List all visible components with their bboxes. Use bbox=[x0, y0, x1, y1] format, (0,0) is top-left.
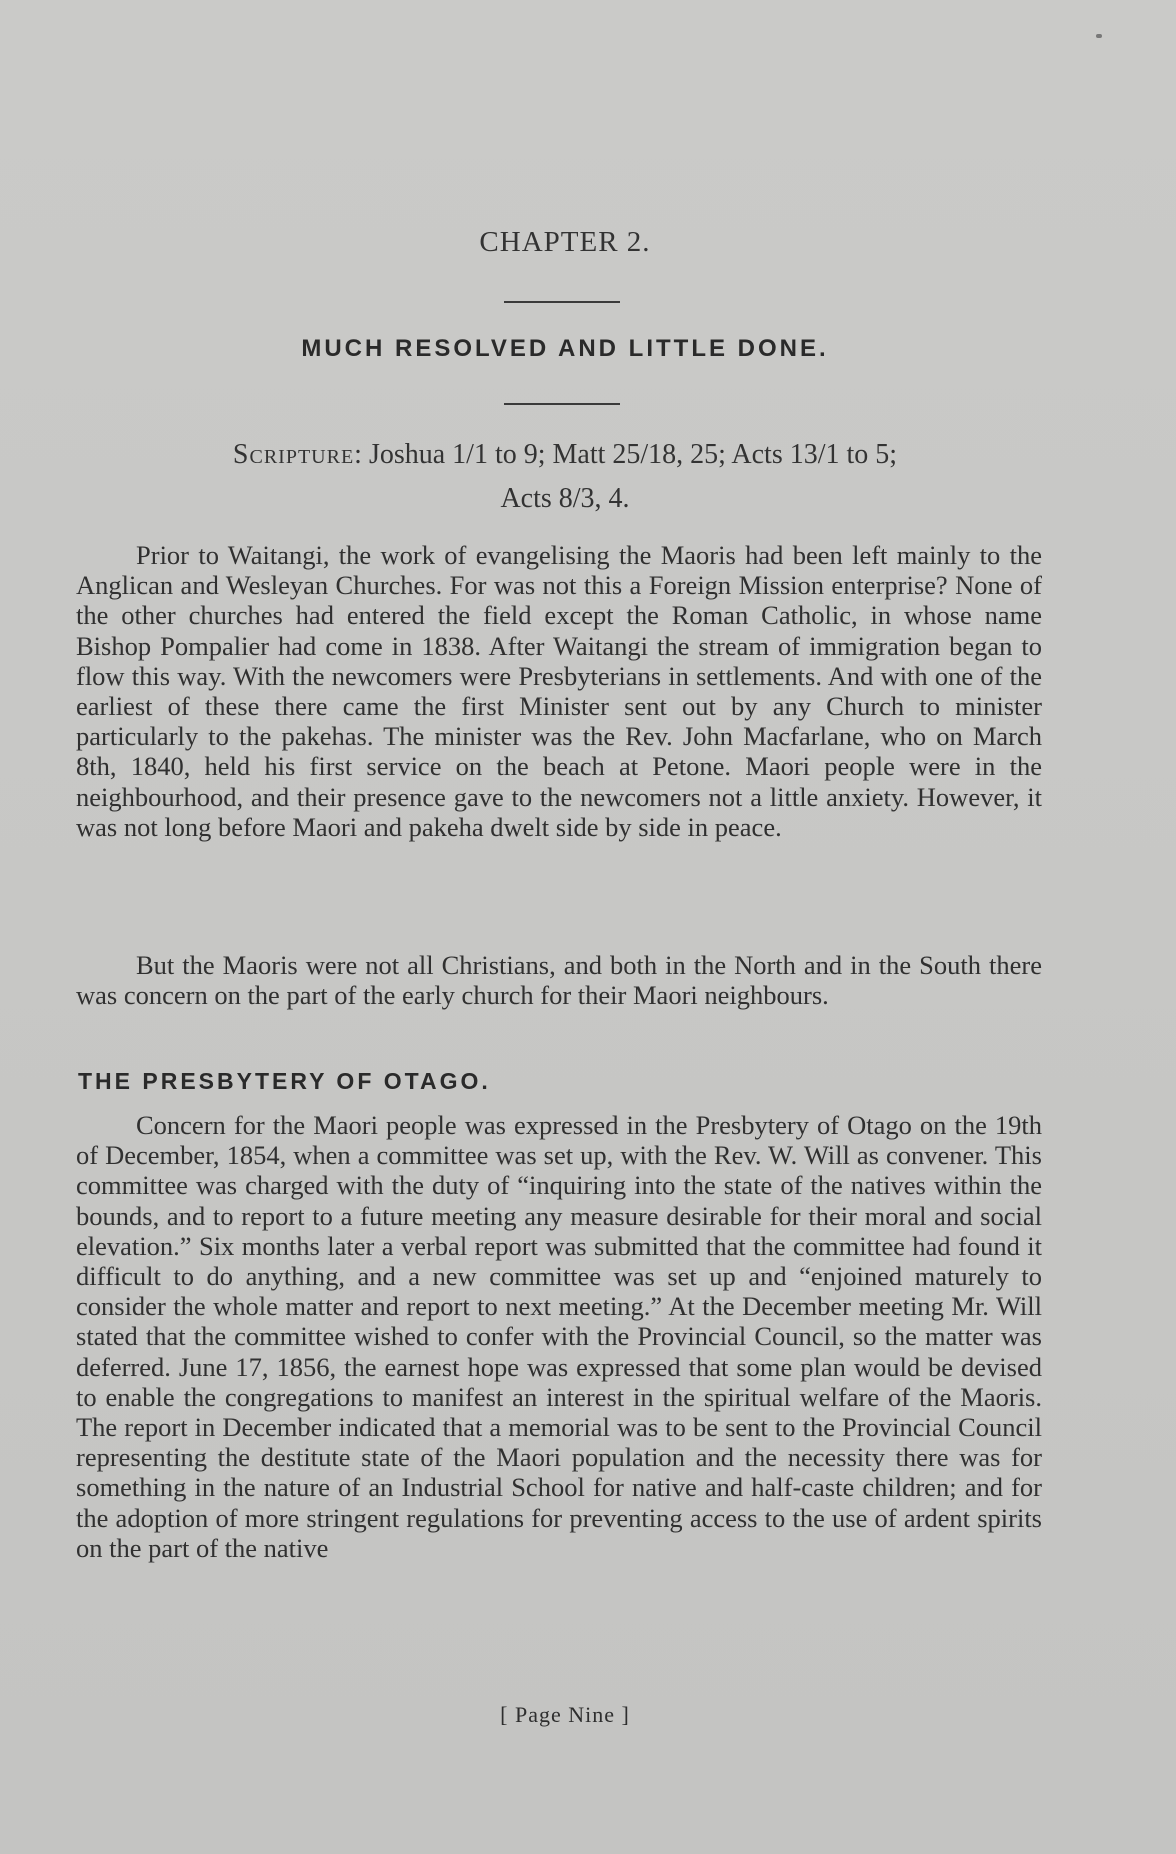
scripture-line-2: Acts 8/3, 4. bbox=[500, 483, 630, 514]
chapter-number: CHAPTER 2. bbox=[479, 226, 651, 258]
chapter-title: MUCH RESOLVED AND LITTLE DONE. bbox=[301, 335, 829, 362]
scripture-reference bbox=[0, 433, 1130, 521]
page-number: [ Page Nine ] bbox=[500, 1702, 630, 1727]
paper-speck bbox=[1096, 34, 1102, 38]
scripture-label: Scripture bbox=[232, 439, 355, 470]
scripture-refs-1: : Joshua 1/1 to 9; Matt 25/18, 25; Acts 13/1 to 5; bbox=[354, 439, 898, 470]
divider-rule-bottom bbox=[504, 403, 620, 405]
paragraph-waitangi: Prior to Waitangi, the work of evangelising the Maoris had been left mainly to the Anglican and Wesleyan Churches. For was not this a Foreign Mission enterprise? None of the other churches had entered the field except the Roman Catholic, in whose name Bishop Pompalier had come in 1838. After Waitangi the stream of immigration began to flow this way. With the newcomers were Presbyterians in settlements. And with one of the earliest of these there came the first Minister sent out by any Church to minister particularly to the pakehas. The minister was the Rev. John Macfarlane, who on March 8th, 1840, held his first service on the beach at Petone. Maori people were in the neighbourhood, and their presence gave to the newcomers not a little anxiety. However, it was not long before Maori and pakeha dwelt side by side in peace. bbox=[76, 540, 1042, 842]
paragraph-presbytery-otago: Concern for the Maori people was expressed in the Presbytery of Otago on the 19th of December, 1854, when a committee was set up, with the Rev. W. Will as convener. This committee was charged with the duty of “inquiring into the state of the natives within the bounds, and to report to a future meeting any measure desirable for their moral and social elevation.” Six months later a verbal report was submitted that the committee had found it difficult to do anything, and a new committee was set up and “enjoined maturely to consider the whole matter and report to next meeting.” At the December meeting Mr. Will stated that the committee wished to confer with the Provincial Council, so the matter was deferred. June 17, 1856, the earnest hope was expressed that some plan would be devised to enable the congregations to manifest an interest in the spiritual welfare of the Maoris. The report in December indicated that a memorial was to be sent to the Provincial Council representing the destitute state of the Maori population and the necessity there was for something in the nature of an Industrial School for native and half-caste children; and for the adoption of more stringent regulations for preventing access to the use of ardent spirits on the part of the native bbox=[76, 1110, 1042, 1563]
divider-rule-top bbox=[504, 301, 620, 303]
scripture-line-1 bbox=[0, 433, 1130, 477]
paragraph-maori-neighbours: But the Maoris were not all Christians, and both in the North and in the South there was concern on the part of the early church for their Maori neighbours. bbox=[76, 950, 1042, 1011]
section-heading: THE PRESBYTERY OF OTAGO. bbox=[78, 1068, 491, 1094]
